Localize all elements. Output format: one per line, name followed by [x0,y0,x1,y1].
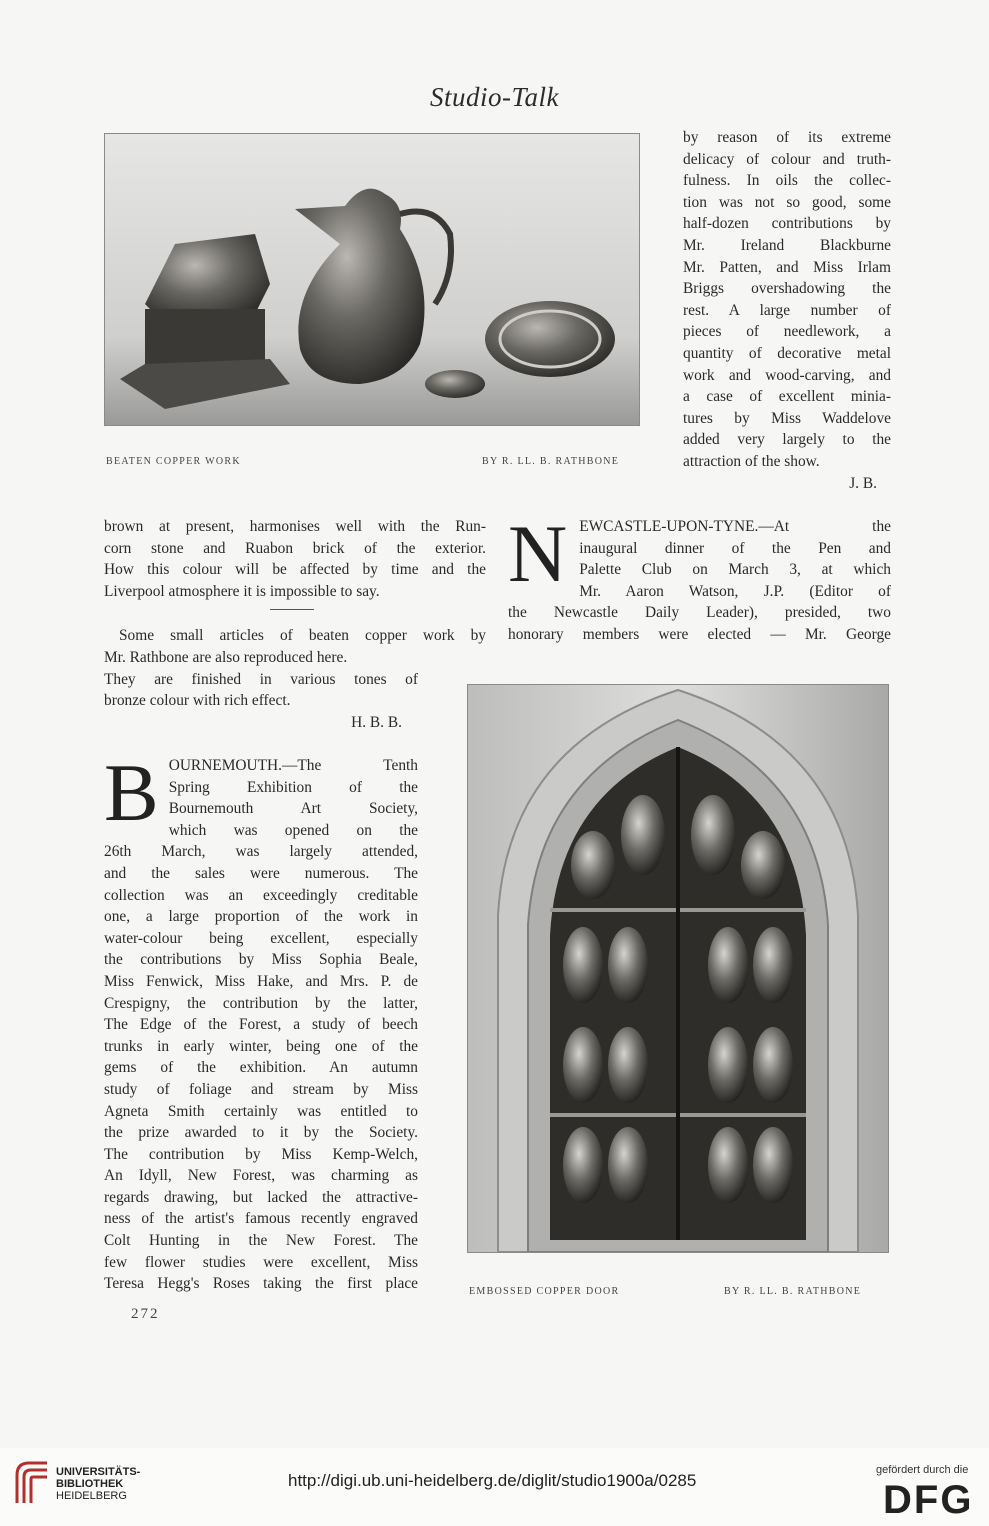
text-line: Agneta Smith certainly was entitled to [104,1102,418,1120]
text-line: Miss Fenwick, Miss Hake, and Mrs. P. de [104,972,418,990]
text-line: which was opened on the [168,821,418,839]
text-line: Bournemouth Art Society, [168,800,418,818]
copper-work-photo [104,133,640,426]
library-line: BIBLIOTHEK [56,1478,124,1490]
copper-door-illustration [468,685,888,1252]
copper-door-photo [467,684,889,1253]
text-line: the contributions by Miss Sophia Beale, [104,951,418,969]
library-logo-icon [13,1459,51,1512]
copper-door-caption-right: BY R. LL. B. RATHBONE [724,1286,862,1297]
left-column-text [104,516,486,602]
text-line: quantity of decorative metal [683,344,891,362]
text-line: water-colour being excellent, especially [104,929,418,947]
text-line: Colt Hunting in the New Forest. The [104,1232,418,1250]
text-line: rest. A large number of [683,301,891,319]
text-line: OURNEMOUTH.—The Tenth [168,757,418,774]
bournemouth-section [104,747,418,1295]
signature-jb: J. B. [849,474,877,492]
dropcap-b: B [104,747,159,838]
text-line: gems of the exhibition. An autumn [104,1059,418,1077]
text-line: few flower studies were excellent, Miss [104,1253,418,1271]
text-line: tion was not so good, some [683,193,891,211]
copper-work-caption-left: BEATEN COPPER WORK [106,456,241,467]
text-line: Liverpool atmosphere it is impossible to say. [104,582,380,600]
dfg-logo: DFG [883,1478,974,1522]
text-line: An Idyll, New Forest, was charming as [104,1167,418,1185]
text-line: brown at present, harmonises well with the Run- [104,518,486,535]
text-line: How this colour will be affected by time and the [104,561,486,579]
right-top-text [683,127,891,494]
text-line: Mr. Ireland Blackburne [683,236,891,254]
text-line: study of foliage and stream by Miss [104,1080,418,1098]
text-line: Briggs overshadowing the [683,280,891,298]
text-line: honorary members were elected — Mr. George [508,625,891,643]
text-line: corn stone and Ruabon brick of the exterior. [104,539,486,557]
text-line: fulness. In oils the collec- [683,172,891,190]
library-name [56,1466,140,1502]
copper-work-caption-right: BY R. LL. B. RATHBONE [482,456,620,467]
text-line: Mr. Rathbone are also reproduced here. [104,649,348,666]
text-line: the Newcastle Daily Leader), presided, two [508,604,891,622]
text-line: ness of the artist's famous recently engraved [104,1210,418,1228]
text-line: 26th March, was largely attended, [104,843,418,861]
text-line: and the sales were numerous. The [104,864,418,882]
page-header-title: Studio-Talk [429,82,560,112]
text-line: one, a large proportion of the work in [104,908,418,926]
text-line: delicacy of colour and truth- [683,150,891,168]
section-divider [270,609,314,610]
text-line: bronze colour with rich effect. [104,692,291,710]
text-line: Palette Club on March 3, at which [579,561,891,579]
text-line: tures by Miss Waddelove [683,409,891,427]
text-line: Spring Exhibition of the [168,778,418,796]
text-line: collection was an exceedingly creditable [104,886,418,904]
text-line: trunks in early winter, being one of the [104,1037,418,1055]
text-line: by reason of its extreme [683,129,891,146]
text-line: half-dozen contributions by [683,215,891,233]
library-line: UNIVERSITÄTS- [56,1466,141,1478]
left-column-para2-cont [104,647,418,733]
text-line: regards drawing, but lacked the attractive- [104,1188,418,1206]
copper-work-illustration [105,134,639,425]
text-line: EWCASTLE-UPON-TYNE.—At the [579,518,891,535]
library-line: HEIDELBERG [56,1490,127,1502]
text-line: Crespigny, the contribution by the latter, [104,994,418,1012]
newcastle-section [508,508,891,646]
text-line: Teresa Hegg's Roses taking the first place [104,1275,418,1293]
text-line: They are finished in various tones of [104,670,418,688]
text-line: added very largely to the [683,431,891,449]
signature-hbb: H. B. B. [351,713,402,731]
text-line: Mr. Aaron Watson, J.P. (Editor of [579,582,891,600]
page-number: 272 [131,1306,160,1322]
text-line: The contribution by Miss Kemp-Welch, [104,1145,418,1163]
source-url-link[interactable]: http://digi.ub.uni-heidelberg.de/diglit/studio1900a/0285 [288,1471,697,1490]
text-line: attraction of the show. [683,452,820,470]
text-line: pieces of needlework, a [683,323,891,341]
dropcap-n: N [508,508,568,599]
text-line: inaugural dinner of the Pen and [579,539,891,557]
funding-note: gefördert durch die [876,1464,969,1476]
left-column-para2 [104,625,486,647]
text-line: Mr. Patten, and Miss Irlam [683,258,891,276]
text-line: Some small articles of beaten copper work by [119,627,486,644]
text-line: a case of excellent minia- [683,388,891,406]
text-line: work and wood-carving, and [683,366,891,384]
copper-door-caption-left: EMBOSSED COPPER DOOR [469,1286,620,1297]
text-line: The Edge of the Forest, a study of beech [104,1016,418,1034]
text-line: the prize awarded to it by the Society. [104,1124,418,1142]
